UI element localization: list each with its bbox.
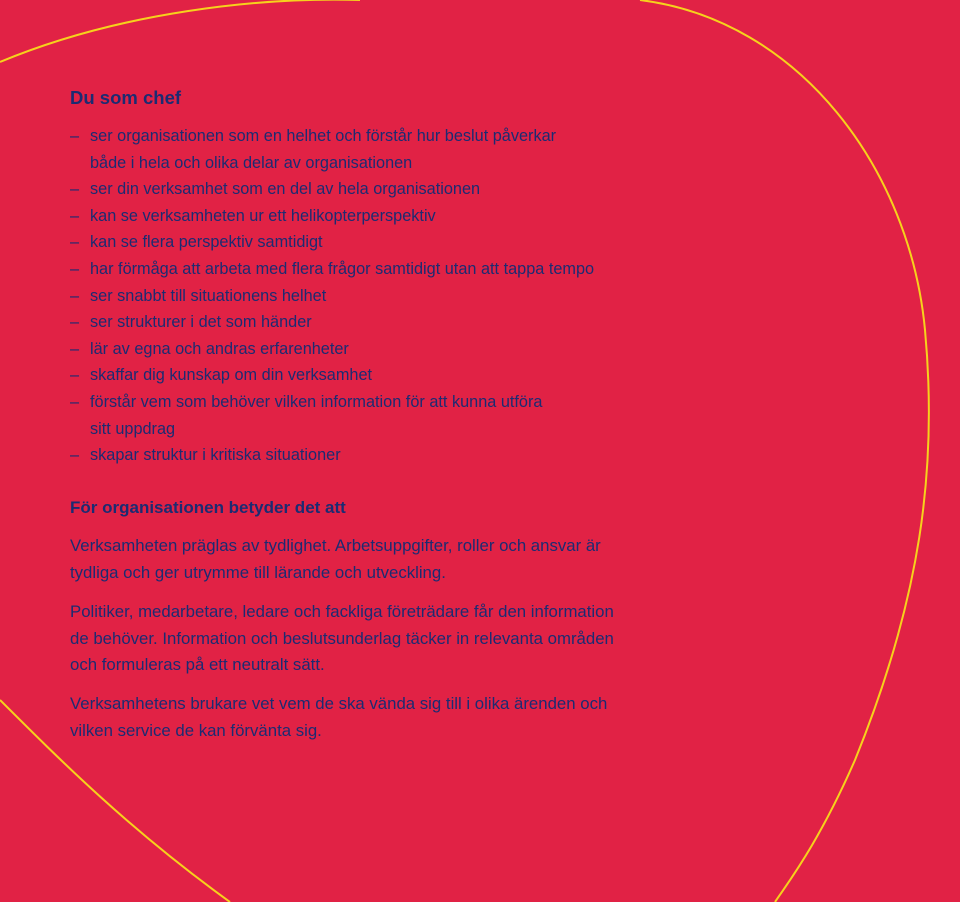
paragraph-clarity: [70, 533, 710, 586]
list-item: [70, 176, 720, 203]
paragraph-line: de behöver. Information och beslutsunderlag täcker in relevanta områden: [70, 628, 614, 648]
bullet-text: har förmåga att arbeta med flera frågor samtidigt utan att tappa tempo: [90, 259, 595, 278]
list-item: [70, 283, 720, 310]
bullet-text: ser din verksamhet som en del av hela organisationen: [90, 180, 481, 199]
section-title-du-som-chef: Du som chef: [70, 87, 182, 108]
dash-marker: –: [70, 233, 80, 252]
bullet-text: ser organisationen som en helhet och förstår hur beslut påverkar: [90, 127, 557, 145]
list-item: [70, 442, 720, 469]
bullet-text: kan se verksamheten ur ett helikopterperspektiv: [90, 206, 436, 225]
dash-marker: –: [70, 206, 80, 225]
leadership-bullet-list: [70, 123, 720, 469]
dash-marker: –: [70, 446, 80, 465]
paragraph-information: [70, 599, 710, 679]
paragraph-line: Politiker, medarbetare, ledare och fackliga företrädare får den information: [70, 602, 614, 621]
bullet-text: kan se flera perspektiv samtidigt: [90, 233, 323, 252]
paragraph-line: Verksamheten präglas av tydlighet. Arbetsuppgifter, roller och ansvar är: [70, 536, 601, 555]
list-item: [70, 389, 720, 442]
paragraph-line: Verksamhetens brukare vet vem de ska vända sig till i olika ärenden och: [70, 694, 608, 713]
list-item: [70, 336, 720, 363]
dash-marker: –: [70, 180, 80, 199]
paragraph-line: och formuleras på ett neutralt sätt.: [70, 655, 325, 674]
dash-marker: –: [70, 127, 80, 145]
list-item: [70, 229, 720, 256]
bullet-text: skapar struktur i kritiska situationer: [90, 446, 341, 465]
bullet-text-continued: sitt uppdrag: [90, 419, 176, 438]
bullet-text: förstår vem som behöver vilken information för att kunna utföra: [90, 392, 543, 411]
dash-marker: –: [70, 259, 80, 278]
paragraph-line: vilken service de kan förvänta sig.: [70, 720, 322, 740]
list-item: [70, 362, 720, 389]
list-item: [70, 256, 720, 283]
list-item: [70, 203, 720, 230]
bullet-text: lär av egna och andras erfarenheter: [90, 339, 349, 358]
bullet-text: ser strukturer i det som händer: [90, 313, 312, 332]
section-title-organisation: För organisationen betyder det att: [70, 498, 346, 517]
list-item: [70, 123, 720, 176]
top-left-curve: [0, 0, 360, 62]
bullet-text-continued: både i hela och olika delar av organisationen: [90, 153, 413, 172]
dash-marker: –: [70, 313, 80, 332]
dash-marker: –: [70, 286, 80, 305]
dash-marker: –: [70, 366, 80, 385]
paragraph-line: tydliga och ger utrymme till lärande och utveckling.: [70, 562, 446, 582]
dash-marker: –: [70, 339, 80, 358]
paragraph-service: [70, 691, 710, 744]
list-item: [70, 309, 720, 336]
dash-marker: –: [70, 392, 80, 411]
bullet-text: ser snabbt till situationens helhet: [90, 286, 327, 305]
bullet-text: skaffar dig kunskap om din verksamhet: [90, 366, 373, 385]
